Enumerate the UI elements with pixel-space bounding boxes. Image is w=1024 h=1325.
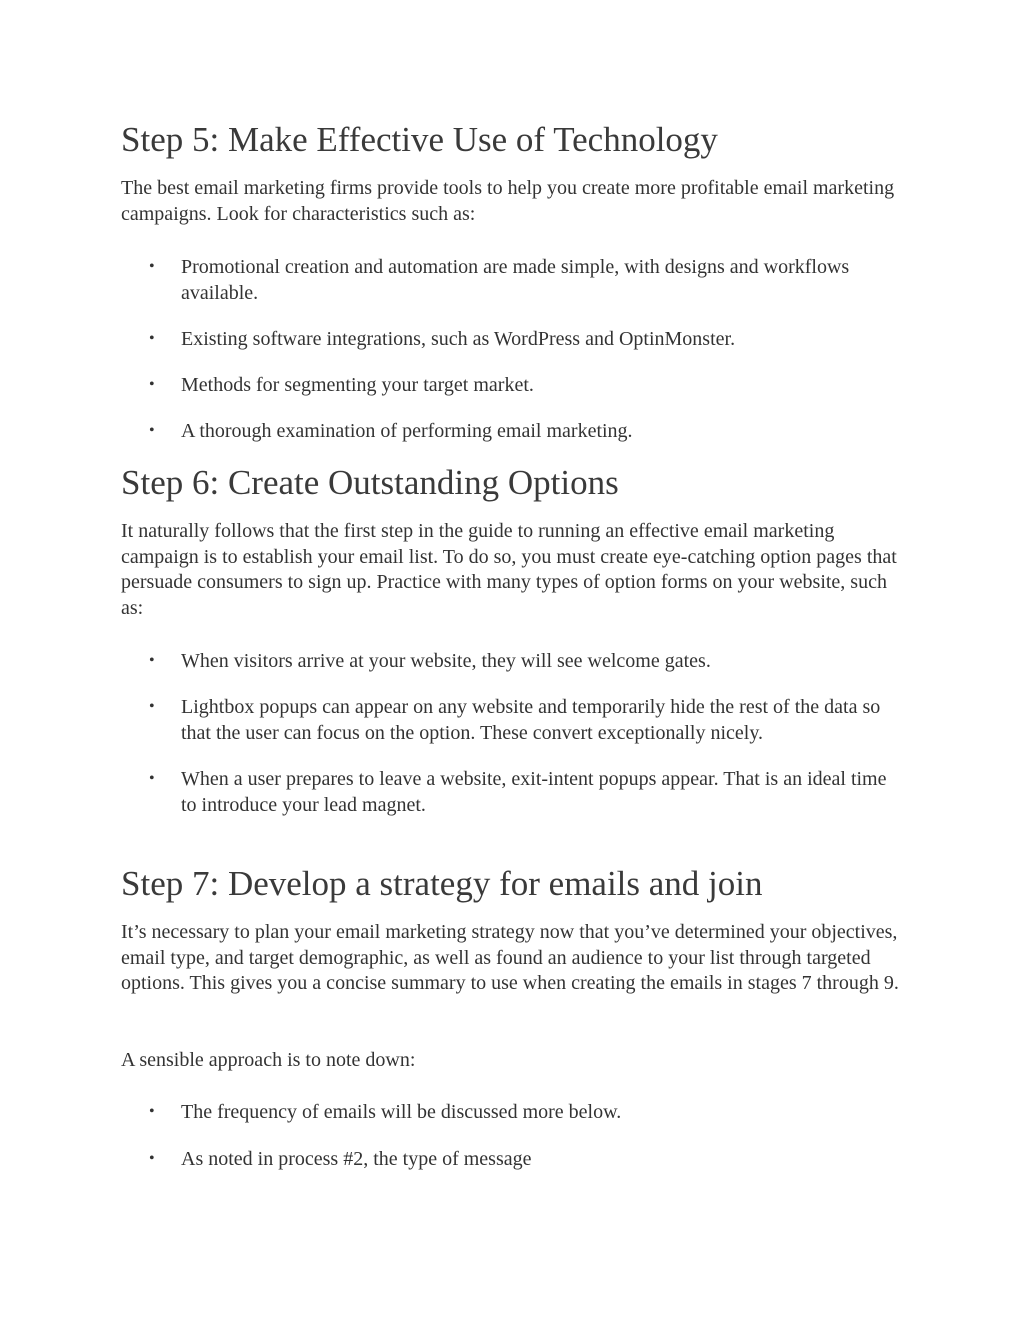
list-item [121, 648, 901, 674]
paragraph: It’s necessary to plan your email marketing strategy now that you’ve determined your objectives, email type, and target demographic, as well as found an audience to your list through targeted options. This gives you a concise summary to use when creating the emails in stages 7 through 9. [121, 921, 899, 994]
list-item [121, 254, 901, 306]
list-item-text: Existing software integrations, such as WordPress and OptinMonster. [181, 328, 736, 350]
list-item [121, 1146, 901, 1172]
list-item-text: Methods for segmenting your target market. [181, 374, 534, 396]
list-item [121, 418, 901, 444]
list-item-text: When a user prepares to leave a website, exit-intent popups appear. That is an ideal time to introduce your lead magnet. [181, 768, 887, 816]
paragraph: A sensible approach is to note down: [121, 1049, 416, 1071]
list-item-text: A thorough examination of performing email marketing. [181, 420, 633, 442]
bullet-icon: • [149, 770, 155, 787]
bullet-icon: • [149, 422, 155, 439]
list-item [121, 694, 901, 746]
bullet-icon: • [149, 1150, 155, 1167]
bullet-list [121, 1099, 911, 1172]
list-item [121, 1099, 901, 1125]
list-item-text: The frequency of emails will be discussed more below. [181, 1101, 622, 1123]
bullet-icon: • [149, 258, 155, 275]
bullet-icon: • [149, 1103, 155, 1120]
section-heading: Step 6: Create Outstanding Options [121, 463, 619, 502]
list-item-text: When visitors arrive at your website, they will see welcome gates. [181, 650, 711, 672]
section-heading: Step 5: Make Effective Use of Technology [121, 120, 718, 159]
paragraph: The best email marketing firms provide tools to help you create more profitable email marketing campaigns. Look for characteristics such as: [121, 177, 895, 225]
list-item-text: Promotional creation and automation are made simple, with designs and workflows available. [181, 256, 850, 304]
bullet-list [121, 254, 911, 444]
bullet-icon: • [149, 698, 155, 715]
bullet-icon: • [149, 376, 155, 393]
list-item-text: As noted in process #2, the type of message [181, 1148, 532, 1170]
list-item [121, 326, 901, 352]
list-item-text: Lightbox popups can appear on any website and temporarily hide the rest of the data so that the user can focus on the option. These convert exceptionally nicely. [181, 696, 881, 744]
list-item [121, 372, 901, 398]
paragraph: It naturally follows that the first step in the guide to running an effective email marketing campaign is to establish your email list. To do so, you must create eye-catching option pages that persuade consumers to sign up. Practice with many types of option forms on your website, such as: [121, 520, 897, 619]
bullet-icon: • [149, 330, 155, 347]
list-item [121, 766, 901, 818]
bullet-list [121, 648, 911, 818]
bullet-icon: • [149, 652, 155, 669]
section-heading: Step 7: Develop a strategy for emails and join [121, 864, 763, 903]
